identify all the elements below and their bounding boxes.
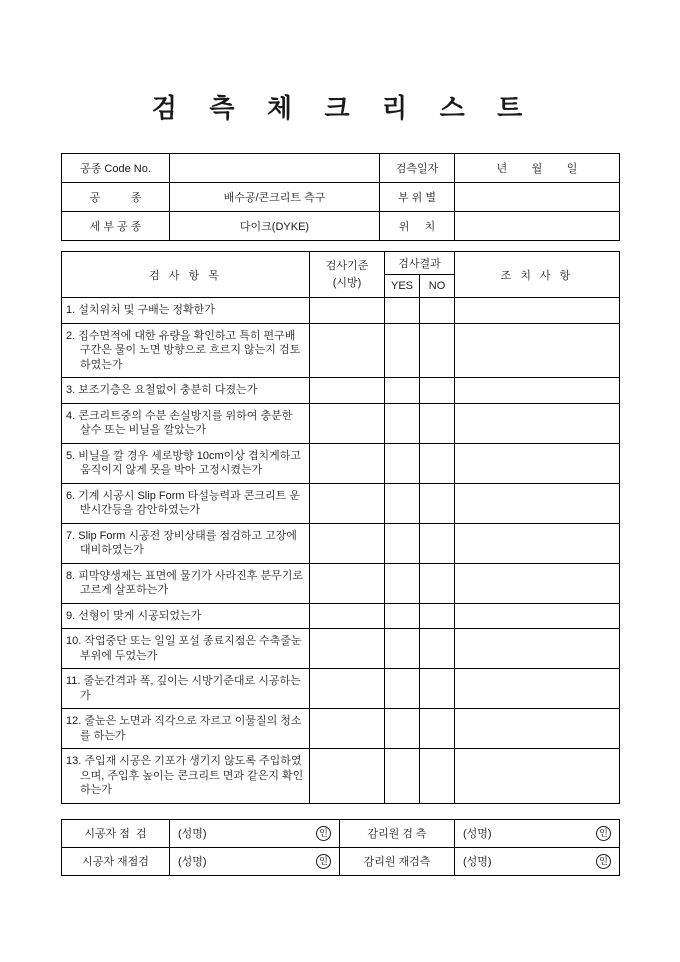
code-no-value bbox=[170, 154, 380, 183]
item-text: 7. Slip Form 시공전 장비상태를 점검하고 고장에 대비하였는가 bbox=[62, 523, 310, 563]
no-cell bbox=[420, 323, 455, 378]
criteria-column-header bbox=[310, 252, 385, 298]
yes-cell bbox=[385, 443, 420, 483]
sub-worktype-value: 다이크(DYKE) bbox=[170, 212, 380, 241]
info-row-subworktype bbox=[62, 212, 620, 241]
criteria-cell bbox=[310, 749, 385, 804]
no-cell bbox=[420, 629, 455, 669]
code-no-label: 공종 Code No. bbox=[62, 154, 170, 183]
seal-icon: 인 bbox=[596, 854, 611, 869]
criteria-cell bbox=[310, 669, 385, 709]
item-text: 1. 설치위치 및 구배는 정확한가 bbox=[62, 298, 310, 324]
yes-cell bbox=[385, 523, 420, 563]
action-cell bbox=[455, 749, 620, 804]
no-cell bbox=[420, 709, 455, 749]
action-cell bbox=[455, 563, 620, 603]
action-cell bbox=[455, 378, 620, 404]
contractor-check-name-cell bbox=[170, 819, 340, 847]
inspection-date-label: 검측일자 bbox=[380, 154, 455, 183]
criteria-cell bbox=[310, 603, 385, 629]
yes-cell bbox=[385, 629, 420, 669]
checklist-document bbox=[61, 88, 619, 876]
checklist-row bbox=[62, 378, 620, 404]
supervisor-reinspect-name-cell bbox=[455, 847, 620, 875]
criteria-cell bbox=[310, 629, 385, 669]
action-cell bbox=[455, 603, 620, 629]
no-cell bbox=[420, 298, 455, 324]
no-cell bbox=[420, 669, 455, 709]
criteria-cell bbox=[310, 298, 385, 324]
checklist-row bbox=[62, 403, 620, 443]
name-placeholder: (성명) bbox=[178, 856, 207, 869]
no-cell bbox=[420, 523, 455, 563]
location-value bbox=[455, 212, 620, 241]
info-row-code bbox=[62, 154, 620, 183]
criteria-cell bbox=[310, 443, 385, 483]
inspection-date-value: 년 월 일 bbox=[455, 154, 620, 183]
checklist-row bbox=[62, 563, 620, 603]
no-cell bbox=[420, 603, 455, 629]
action-cell bbox=[455, 523, 620, 563]
yes-cell bbox=[385, 323, 420, 378]
sub-worktype-label: 세 부 공 종 bbox=[62, 212, 170, 241]
name-placeholder: (성명) bbox=[463, 828, 492, 841]
contractor-recheck-label: 시공자 재점검 bbox=[62, 847, 170, 875]
section-label: 부 위 별 bbox=[380, 183, 455, 212]
seal-icon: 인 bbox=[316, 854, 331, 869]
yes-cell bbox=[385, 563, 420, 603]
criteria-cell bbox=[310, 563, 385, 603]
yes-cell bbox=[385, 749, 420, 804]
yes-cell bbox=[385, 378, 420, 404]
no-cell bbox=[420, 403, 455, 443]
action-cell bbox=[455, 298, 620, 324]
seal-icon: 인 bbox=[316, 826, 331, 841]
checklist-row bbox=[62, 749, 620, 804]
no-cell bbox=[420, 563, 455, 603]
checklist-row bbox=[62, 298, 620, 324]
section-value bbox=[455, 183, 620, 212]
no-cell bbox=[420, 378, 455, 404]
yes-cell bbox=[385, 483, 420, 523]
yes-cell bbox=[385, 603, 420, 629]
criteria-header-line1: 검사기준 bbox=[325, 260, 369, 272]
item-text: 3. 보조기층은 요철없이 충분히 다졌는가 bbox=[62, 378, 310, 404]
action-cell bbox=[455, 709, 620, 749]
yes-cell bbox=[385, 403, 420, 443]
signature-table bbox=[61, 819, 620, 876]
item-column-header: 검 사 항 목 bbox=[62, 252, 310, 298]
checklist-row bbox=[62, 603, 620, 629]
criteria-cell bbox=[310, 323, 385, 378]
signature-row bbox=[62, 819, 620, 847]
action-cell bbox=[455, 323, 620, 378]
contractor-recheck-name-cell bbox=[170, 847, 340, 875]
item-text: 11. 줄눈간격과 폭, 깊이는 시방기준대로 시공하는가 bbox=[62, 669, 310, 709]
yes-cell bbox=[385, 709, 420, 749]
item-text: 13. 주입재 시공은 기포가 생기지 않도록 주입하였으며, 주입후 높이는 콘크리트 면과 같은지 확인하는가 bbox=[62, 749, 310, 804]
item-text: 2. 집수면적에 대한 유량을 확인하고 특히 편구배구간은 물이 노면 방향으로 흐르지 않는지 검토 하였는가 bbox=[62, 323, 310, 378]
no-cell bbox=[420, 483, 455, 523]
supervisor-inspect-name-cell bbox=[455, 819, 620, 847]
checklist-row bbox=[62, 523, 620, 563]
no-column-header: NO bbox=[420, 275, 455, 298]
checklist-row bbox=[62, 483, 620, 523]
item-text: 8. 피막양생제는 표면에 물기가 사라진후 분무기로 고르게 살포하는가 bbox=[62, 563, 310, 603]
checklist-row bbox=[62, 629, 620, 669]
criteria-cell bbox=[310, 483, 385, 523]
info-table bbox=[61, 153, 620, 241]
name-placeholder: (성명) bbox=[463, 856, 492, 869]
item-text: 6. 기계 시공시 Slip Form 타설능력과 콘크리트 운반시간등을 감안하였는가 bbox=[62, 483, 310, 523]
item-text: 4. 콘크리트중의 수분 손실방지를 위하여 충분한 살수 또는 비닐을 깔았는가 bbox=[62, 403, 310, 443]
checklist-row bbox=[62, 709, 620, 749]
location-label: 위 치 bbox=[380, 212, 455, 241]
worktype-value: 배수공/콘크리트 측구 bbox=[170, 183, 380, 212]
name-placeholder: (성명) bbox=[178, 828, 207, 841]
criteria-cell bbox=[310, 378, 385, 404]
no-cell bbox=[420, 749, 455, 804]
worktype-label: 공 종 bbox=[62, 183, 170, 212]
yes-cell bbox=[385, 669, 420, 709]
result-column-header: 검사결과 bbox=[385, 252, 455, 275]
no-cell bbox=[420, 443, 455, 483]
supervisor-inspect-label: 감리원 검 측 bbox=[340, 819, 455, 847]
criteria-cell bbox=[310, 709, 385, 749]
checklist-table bbox=[61, 251, 620, 804]
checklist-row bbox=[62, 323, 620, 378]
document-title: 검 측 체 크 리 스 트 bbox=[151, 93, 529, 123]
item-text: 12. 줄눈은 노면과 직각으로 자르고 이물질의 청소를 하는가 bbox=[62, 709, 310, 749]
seal-icon: 인 bbox=[596, 826, 611, 841]
contractor-check-label: 시공자 점 검 bbox=[62, 819, 170, 847]
item-text: 5. 비닐을 깔 경우 세로방향 10cm이상 겹치게하고 움직이지 않게 못을 박아 고정시켰는가 bbox=[62, 443, 310, 483]
checklist-header-row-1 bbox=[62, 252, 620, 275]
criteria-cell bbox=[310, 523, 385, 563]
action-cell bbox=[455, 629, 620, 669]
criteria-cell bbox=[310, 403, 385, 443]
supervisor-reinspect-label: 감리원 재검측 bbox=[340, 847, 455, 875]
yes-column-header: YES bbox=[385, 275, 420, 298]
checklist-row bbox=[62, 669, 620, 709]
criteria-header-line2: (시방) bbox=[332, 276, 362, 289]
action-cell bbox=[455, 669, 620, 709]
info-row-worktype bbox=[62, 183, 620, 212]
checklist-row bbox=[62, 443, 620, 483]
yes-cell bbox=[385, 298, 420, 324]
action-column-header: 조 치 사 항 bbox=[455, 252, 620, 298]
signature-row bbox=[62, 847, 620, 875]
item-text: 9. 선형이 맞게 시공되었는가 bbox=[62, 603, 310, 629]
action-cell bbox=[455, 443, 620, 483]
action-cell bbox=[455, 403, 620, 443]
action-cell bbox=[455, 483, 620, 523]
item-text: 10. 작업중단 또는 일일 포설 종료지점은 수축줄눈 부위에 두었는가 bbox=[62, 629, 310, 669]
